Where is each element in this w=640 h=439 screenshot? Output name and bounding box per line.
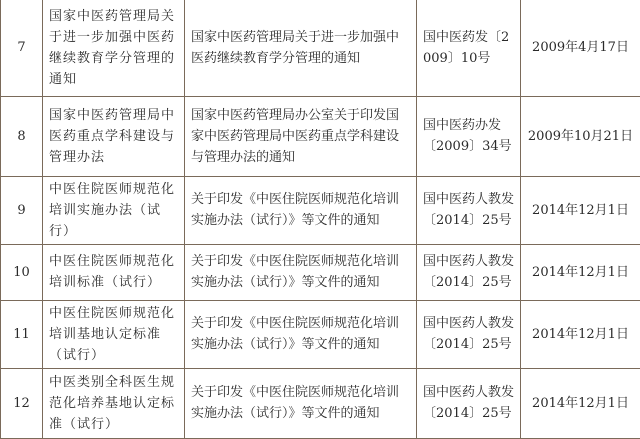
issue-date: 2014年12月1日 — [521, 244, 640, 300]
row-number: 12 — [1, 368, 43, 438]
source-notice: 关于印发《中医住院医师规范化培训实施办法（试行）》等文件的通知 — [185, 300, 417, 368]
issue-date: 2014年12月1日 — [521, 300, 640, 368]
issue-date: 2014年12月1日 — [521, 368, 640, 438]
document-title: 中医住院医师规范化培训实施办法（试行） — [43, 176, 185, 244]
document-title: 国家中医药管理局关于进一步加强中医药继续教育学分管理的通知 — [43, 0, 185, 96]
document-number: 国中医药人教发〔2014〕25号 — [417, 176, 521, 244]
document-number: 国中医药办发〔2009〕34号 — [417, 96, 521, 176]
row-number: 8 — [1, 96, 43, 176]
row-number: 7 — [1, 0, 43, 96]
document-title: 中医类别全科医生规范化培养基地认定标准（试行） — [43, 368, 185, 438]
document-title: 国家中医药管理局中医药重点学科建设与管理办法 — [43, 96, 185, 176]
row-number: 9 — [1, 176, 43, 244]
document-number: 国中医药发〔2009〕10号 — [417, 0, 521, 96]
row-number: 11 — [1, 300, 43, 368]
table-row — [1, 368, 640, 438]
source-notice: 国家中医药管理局关于进一步加强中医药继续教育学分管理的通知 — [185, 0, 417, 96]
source-notice: 关于印发《中医住院医师规范化培训实施办法（试行）》等文件的通知 — [185, 176, 417, 244]
issue-date: 2009年4月17日 — [521, 0, 640, 96]
row-number: 10 — [1, 244, 43, 300]
table-row — [1, 244, 640, 300]
document-number: 国中医药人教发〔2014〕25号 — [417, 244, 521, 300]
issue-date: 2009年10月21日 — [521, 96, 640, 176]
document-number: 国中医药人教发〔2014〕25号 — [417, 368, 521, 438]
document-title: 中医住院医师规范化培训基地认定标准（试行） — [43, 300, 185, 368]
source-notice: 关于印发《中医住院医师规范化培训实施办法（试行）》等文件的通知 — [185, 244, 417, 300]
document-number: 国中医药人教发〔2014〕25号 — [417, 300, 521, 368]
table-row — [1, 176, 640, 244]
table-row — [1, 0, 640, 96]
source-notice: 国家中医药管理局办公室关于印发国家中医药管理局中医药重点学科建设与管理办法的通知 — [185, 96, 417, 176]
table-row — [1, 300, 640, 368]
issue-date: 2014年12月1日 — [521, 176, 640, 244]
document-title: 中医住院医师规范化培训标准（试行） — [43, 244, 185, 300]
source-notice: 关于印发《中医住院医师规范化培训实施办法（试行）》等文件的通知 — [185, 368, 417, 438]
table-row — [1, 96, 640, 176]
